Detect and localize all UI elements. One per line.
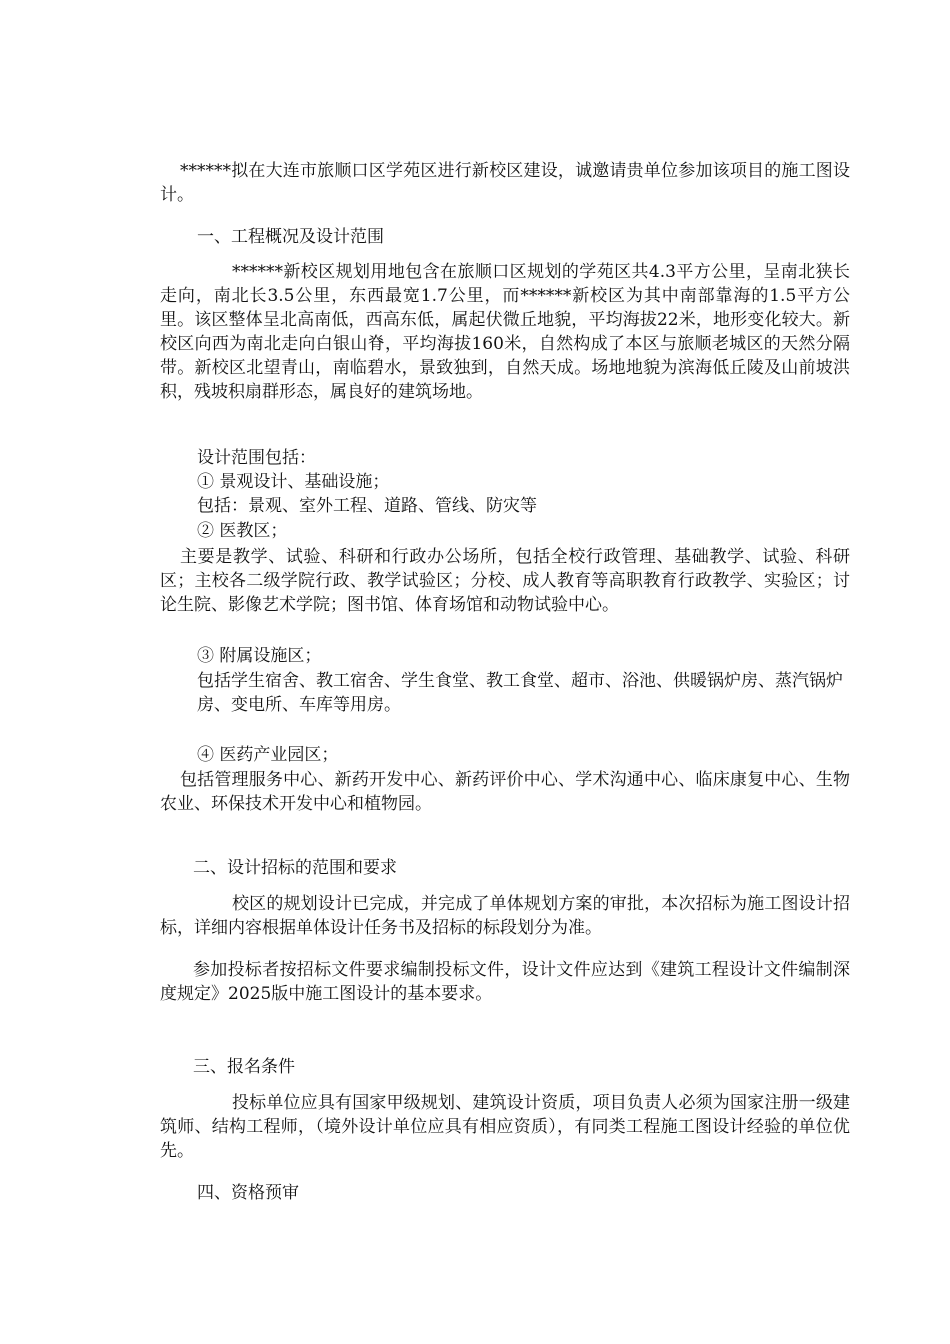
scope-item-detail: 包括管理服务中心、新药开发中心、新药评价中心、学术沟通中心、临床康复中心、生物农业、环保技术开发中心和植物园。 bbox=[160, 770, 850, 814]
scope-item-title: ① 景观设计、基础设施； bbox=[197, 472, 390, 492]
scope-label: 设计范围包括： bbox=[197, 448, 316, 468]
scope-item-title: ③ 附属设施区； bbox=[197, 646, 322, 666]
scope-item-title: ② 医教区； bbox=[197, 521, 288, 541]
registration-paragraph: 投标单位应具有国家甲级规划、建筑设计资质，项目负责人必须为国家注册一级建筑师、结构工程师，（境外设计单位应具有相应资质），有同类工程施工图设计经验的单位优先。 bbox=[160, 1093, 850, 1161]
intro-paragraph: ******拟在大连市旅顺口区学苑区进行新校区建设，诚邀请贵单位参加该项目的施工图设计。 bbox=[160, 161, 850, 205]
scope-item-detail: 主要是教学、试验、科研和行政办公场所，包括全校行政管理、基础教学、试验、科研区；主校各二级学院行政、教学试验区；分校、成人教育等高职教育行政教学、实验区；讨论生院、影像艺术学院；图书馆、体育场馆和动物试验中心。 bbox=[160, 547, 850, 615]
scope-item-detail: 包括：景观、室外工程、道路、管线、防灾等 bbox=[197, 496, 537, 516]
bidding-scope-paragraph: 校区的规划设计已完成，并完成了单体规划方案的审批，本次招标为施工图设计招标，详细内容根据单体设计任务书及招标的标段划分为准。 bbox=[160, 894, 850, 938]
overview-paragraph: ******新校区规划用地包含在旅顺口区规划的学苑区共4.3平方公里，呈南北狭长走向，南北长3.5公里，东西最宽1.7公里，而******新校区为其中南部靠海的1.5平方公里。该区整体呈北高南低，西高东低，属起伏微丘地貌，平均海拔22米，地形变化较大。新校区向西为南北走向白银山脊，平均海拔160米，自然构成了本区与旅顺老城区的天然分隔带。新校区北望青山，南临碧水，景致独到，自然天成。场地地貌为滨海低丘陵及山前坡洪积，残坡积扇群形态，属良好的建筑场地。 bbox=[160, 262, 850, 402]
scope-item-detail: 包括学生宿舍、教工宿舍、学生食堂、教工食堂、超市、浴池、供暖锅炉房、蒸汽锅炉房、变电所、车库等用房。 bbox=[197, 671, 843, 715]
section-heading-bidding-scope: 二、设计招标的范围和要求 bbox=[193, 858, 397, 878]
section-heading-prequalification: 四、资格预审 bbox=[197, 1183, 299, 1203]
scope-item-title: ④ 医药产业园区； bbox=[197, 745, 339, 765]
section-heading-overview: 一、工程概况及设计范围 bbox=[197, 227, 384, 247]
section-heading-registration: 三、报名条件 bbox=[193, 1057, 295, 1077]
bidding-requirements-paragraph: 参加投标者按招标文件要求编制投标文件，设计文件应达到《建筑工程设计文件编制深度规定》2025版中施工图设计的基本要求。 bbox=[160, 960, 850, 1004]
